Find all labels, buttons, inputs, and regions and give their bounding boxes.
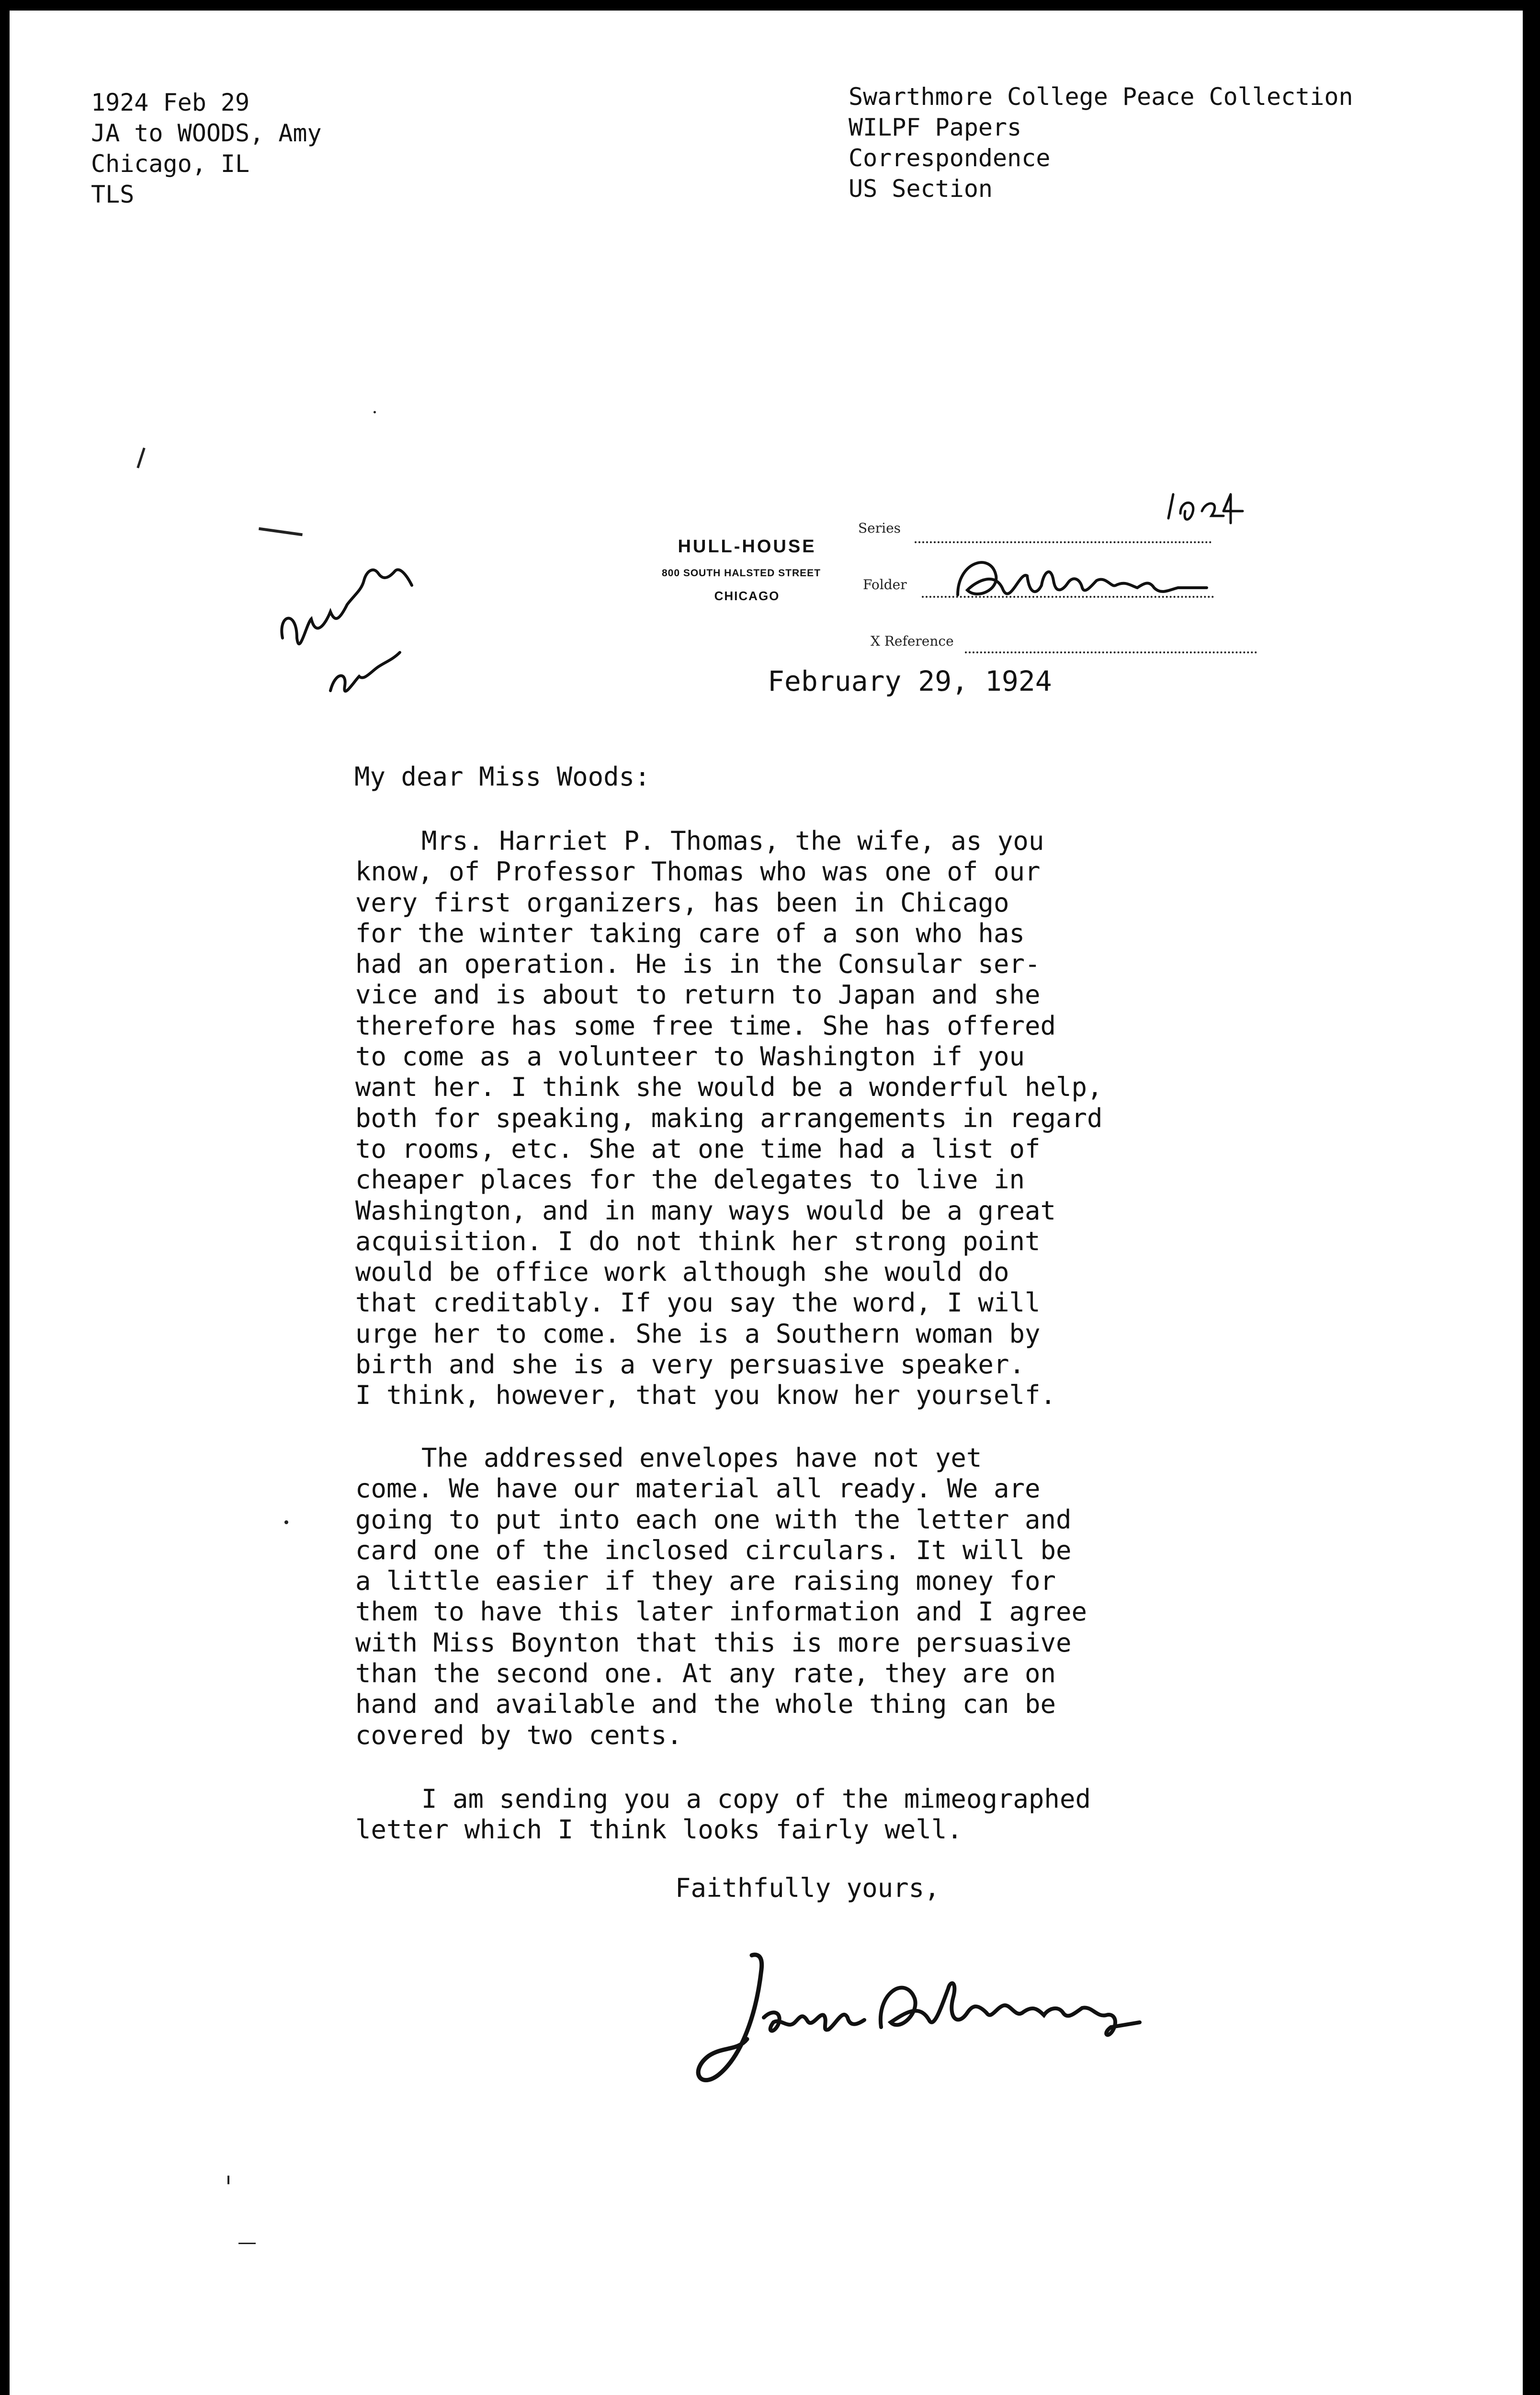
letter-line: I think, however, that you know her yourself. — [355, 1380, 1056, 1411]
handwritten-folder-name — [948, 542, 1216, 614]
letterhead-street: 800 SOUTH HALSTED STREET — [661, 568, 821, 579]
archive-series: Correspondence — [849, 144, 1051, 172]
archive-doc-type: TLS — [91, 181, 135, 208]
letterhead — [613, 536, 881, 604]
letter-line: therefore has some free time. She has offered — [355, 1010, 1056, 1041]
stamp-series-label: Series — [858, 520, 901, 536]
letter-line: than the second one. At any rate, they are on — [355, 1658, 1056, 1689]
margin-dot-mark — [227, 2176, 229, 2184]
archive-place: Chicago, IL — [91, 150, 250, 178]
margin-tick-mark — [136, 447, 145, 468]
margin-dot-mark — [238, 2243, 256, 2244]
letter-line: a little easier if they are raising money for — [355, 1566, 1056, 1597]
letter-line: that creditably. If you say the word, I will — [355, 1288, 1041, 1318]
letterhead-city: CHICAGO — [714, 589, 780, 603]
letter-line: would be office work although she would do — [355, 1257, 1009, 1288]
letter-paragraph-2 — [355, 1443, 1087, 1751]
archive-date: 1924 Feb 29 — [91, 89, 250, 116]
archive-papers: WILPF Papers — [849, 114, 1022, 141]
letter-line: for the winter taking care of a son who has — [355, 918, 1025, 948]
letter-line: know, of Professor Thomas who was one of our — [355, 856, 1041, 887]
letter-line: card one of the inclosed circulars. It will be — [355, 1535, 1072, 1565]
archive-metadata-left — [91, 87, 322, 210]
letter-line: both for speaking, making arrangements in regard — [355, 1103, 1103, 1133]
letter-date: February 29, 1924 — [768, 665, 1052, 697]
handwritten-margin-note — [263, 528, 445, 719]
letter-line: urge her to come. She is a Southern woman by — [355, 1318, 1041, 1349]
margin-dot-mark — [374, 411, 376, 413]
letter-line: acquisition. I do not think her strong point — [355, 1226, 1041, 1256]
archive-section: US Section — [849, 175, 993, 203]
stamp-reference-label: X Reference — [871, 633, 954, 649]
letter-line: come. We have our material all ready. We are — [355, 1473, 1041, 1504]
letter-line: hand and available and the whole thing can be — [355, 1689, 1056, 1720]
margin-dash-mark — [259, 527, 303, 536]
letter-line: with Miss Boynton that this is more persuasive — [355, 1627, 1072, 1658]
archive-metadata-right — [849, 81, 1353, 204]
handwritten-year-mark — [1164, 485, 1250, 528]
archive-correspondents: JA to WOODS, Amy — [91, 119, 322, 147]
letter-salutation: My dear Miss Woods: — [354, 762, 650, 792]
letter-paragraph-1 — [355, 826, 1103, 1411]
letter-paragraph-3 — [355, 1784, 1091, 1846]
letter-line: I am sending you a copy of the mimeographed — [421, 1784, 1091, 1814]
letter-line: had an operation. He is in the Consular ser- — [355, 949, 1041, 980]
letter-page — [10, 11, 1523, 2395]
stamp-folder-label: Folder — [863, 577, 907, 593]
letter-line: Washington, and in many ways would be a great — [355, 1195, 1056, 1226]
letter-line: very first organizers, has been in Chicago — [355, 887, 1009, 918]
letter-line: The addressed envelopes have not yet — [421, 1443, 982, 1473]
letter-line: going to put into each one with the letter and — [355, 1504, 1072, 1535]
letter-line: covered by two cents. — [355, 1720, 682, 1750]
letter-line: birth and she is a very persuasive speaker. — [355, 1349, 1025, 1380]
signature — [680, 1936, 1188, 2094]
archive-collection: Swarthmore College Peace Collection — [849, 83, 1353, 111]
margin-dot-mark — [284, 1520, 288, 1524]
stamp-reference-line — [965, 651, 1257, 653]
letter-line: Mrs. Harriet P. Thomas, the wife, as you — [421, 826, 1044, 856]
letter-line: letter which I think looks fairly well. — [355, 1814, 962, 1845]
letter-line: want her. I think she would be a wonderful help, — [355, 1072, 1103, 1103]
letter-line: them to have this later information and I agree — [355, 1597, 1087, 1627]
stamp-folder-line — [922, 596, 1214, 598]
letter-closing: Faithfully yours, — [675, 1873, 940, 1903]
letter-line: to rooms, etc. She at one time had a list of — [355, 1133, 1041, 1164]
letter-line: vice and is about to return to Japan and she — [355, 980, 1041, 1010]
stamp-series-line — [915, 541, 1212, 543]
letter-line: cheaper places for the delegates to live in — [355, 1164, 1025, 1195]
letter-line: to come as a volunteer to Washington if you — [355, 1041, 1025, 1072]
letterhead-name: HULL-HOUSE — [678, 536, 816, 557]
